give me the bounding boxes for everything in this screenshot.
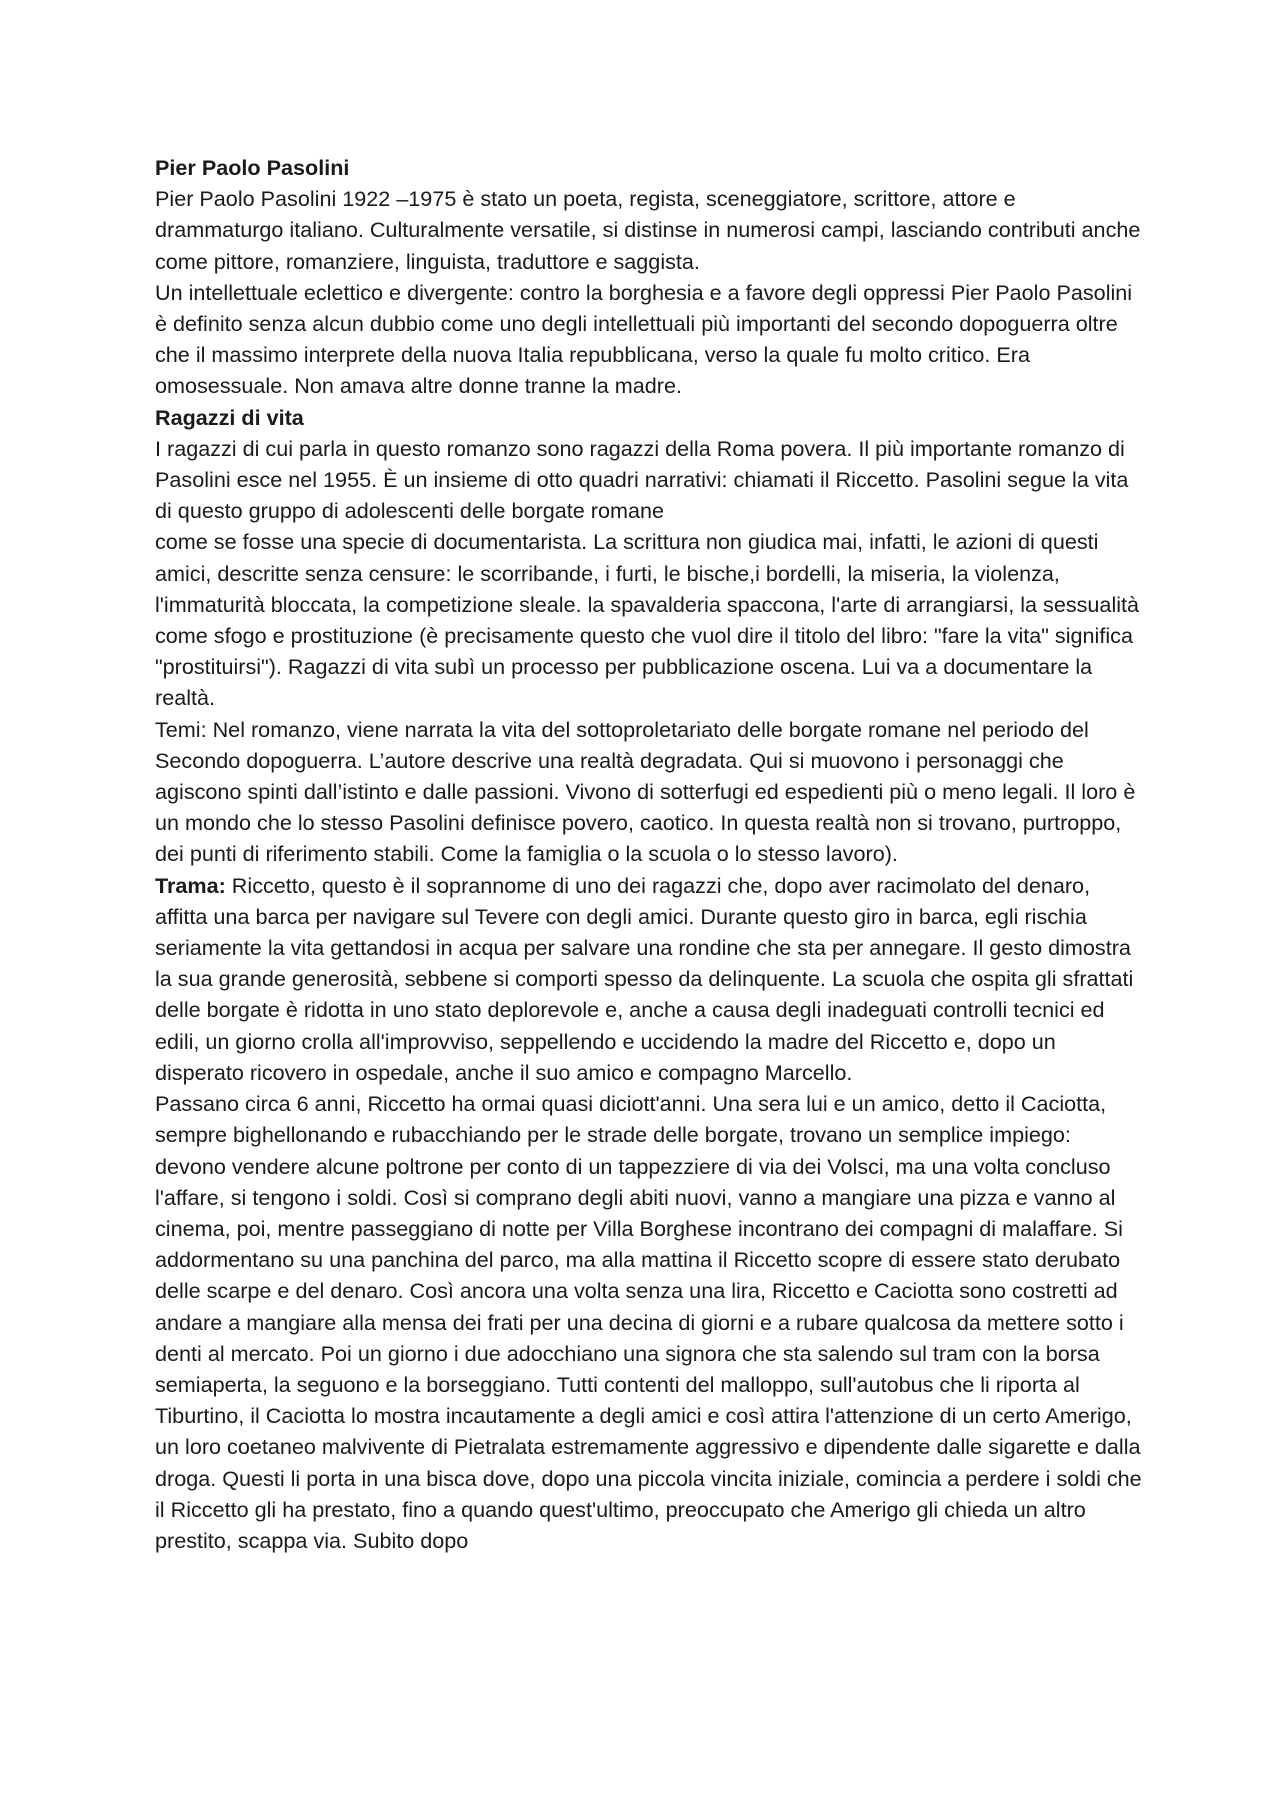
novel-paragraph-intro: I ragazzi di cui parla in questo romanzo sono ragazzi della Roma povera. Il più importante romanzo di Pasolini esce nel 1955. È un insieme di otto quadri narrativi: chiamati il Riccetto. Pasolini segue la vita di questo gruppo di adolescenti delle borgate romane [155,435,1129,524]
plot-paragraph-1-text: Riccetto, questo è il soprannome di uno dei ragazzi che, dopo aver racimolato del denaro, affitta una barca per navigare sul Tevere con degli amici. Durante questo giro in barca, egli rischia seriamente la vita gettandosi in acqua per salvare una rondine che sta per annegare. Il gesto dimostra la sua grande generosità, sebbene si comporti spesso da delinquente. La scuola che ospita gli sfrattati delle borgate è ridotta in uno stato deplorevole e, anche a causa degli inadeguati controlli tecnici ed edili, un giorno crolla all'improvviso, seppellendo e uccidendo la madre del Riccetto e, dopo un disperato ricovero in ospedale, anche il suo amico e compagno Marcello. [155,872,1134,1085]
novel-paragraph-details: come se fosse una specie di documentarista. La scrittura non giudica mai, infatti, le azioni di questi amici, descritte senza censure: le scorribande, i furti, le bische,i bordelli, la miseria, la violenza, l'immaturità bloccata, la competizione sleale. la spavalderia spaccona, l'arte di arrangiarsi, la sessualità come sfogo e prostituzione (è precisamente questo che vuol dire il titolo del libro: "fare la vita" significa "prostituirsi"). Ragazzi di vita subì un processo per pubblicazione oscena. Lui va a documentare la realtà. [155,529,1140,711]
document-page [155,152,1145,1556]
biography-paragraph-1: Pier Paolo Pasolini 1922 –1975 è stato un poeta, regista, sceneggiatore, scrittore, attore e drammaturgo italiano. Culturalmente versatile, si distinse in numerosi campi, lasciando contributi anche come pittore, romanziere, linguista, traduttore e saggista. [155,186,1141,274]
document-title: Pier Paolo Pasolini [155,155,350,180]
plot-paragraph-1 [155,870,1145,1088]
plot-paragraph-2: Passano circa 6 anni, Riccetto ha ormai quasi diciott'anni. Una sera lui e un amico, detto il Caciotta, sempre bighellonando e rubacchiando per le strade delle borgate, trovano un semplice impiego: devono vendere alcune poltrone per conto di un tappezziere di via dei Volsci, ma una volta concluso l'affare, si tengono i soldi. Così si comprano degli abiti nuovi, vanno a mangiare una pizza e vanno al cinema, poi, mentre passeggiano di notte per Villa Borghese incontrano dei compagni di malaffare. Si addormentano su una panchina del parco, ma alla mattina il Riccetto scopre di essere stato derubato delle scarpe e del denaro. Così ancora una volta senza una lira, Riccetto e Caciotta sono costretti ad andare a mangiare alla mensa dei frati per una decina di giorni e a rubare qualcosa da mettere sotto i denti al mercato. Poi un giorno i due adocchiano una signora che sta salendo sul tram con la borsa semiaperta, la seguono e la borseggiano. Tutti contenti del malloppo, sull'autobus che li riporta al Tiburtino, il Caciotta lo mostra incautamente a degli amici e così attira l'attenzione di un certo Amerigo, un loro coetaneo malvivente di Pietralata estremamente aggressivo e dipendente dalle sigarette e dalla droga. Questi li porta in una bisca dove, dopo una piccola vincita iniziale, comincia a perdere i soldi che il Riccetto gli ha prestato, fino a quando quest'ultimo, preoccupato che Amerigo gli chieda un altro prestito, scappa via. Subito dopo [155,1091,1142,1553]
biography-paragraph-2: Un intellettuale eclettico e divergente: contro la borghesia e a favore degli oppressi Pier Paolo Pasolini è definito senza alcun dubbio come uno degli intellettuali più importanti del secondo dopoguerra oltre che il massimo interprete della nuova Italia repubblicana, verso la quale fu molto critico. Era omosessuale. Non amava altre donne tranne la madre. [155,279,1133,399]
plot-label: Trama: [155,872,226,898]
section-title: Ragazzi di vita [155,404,304,430]
themes-paragraph: Temi: Nel romanzo, viene narrata la vita del sottoproletariato delle borgate romane nel periodo del Secondo dopoguerra. L’autore descrive una realtà degradata. Qui si muovono i personaggi che agiscono spinti dall’istinto e dalle passioni. Vivono di sotterfugi ed espedienti più o meno legali. Il loro è un mondo che lo stesso Pasolini definisce povero, caotico. In questa realtà non si trovano, purtroppo, dei punti di riferimento stabili. Come la famiglia o la scuola o lo stesso lavoro). [155,716,1136,867]
